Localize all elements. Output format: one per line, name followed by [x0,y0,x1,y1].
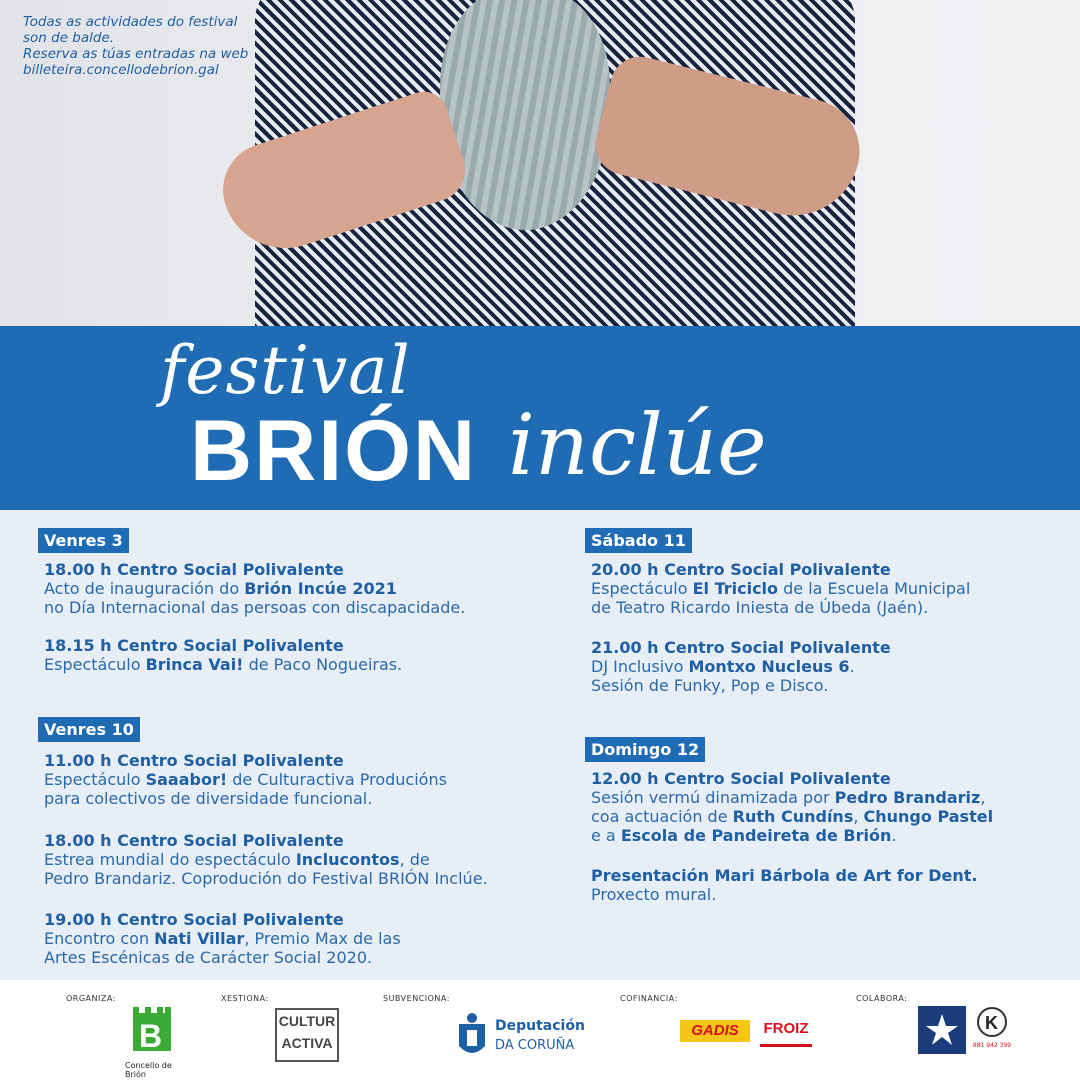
culturactiva-logo [275,1008,339,1062]
phone-number: 881 942 399 [972,1042,1012,1049]
culturactiva-word1: CULTUR [278,1013,336,1029]
event-line: Estrea mundial do espectáculo Inclucontos, de [44,850,430,869]
concello-brion-logo [125,1005,195,1079]
event-item [44,910,401,967]
k-badge-icon [976,1006,1008,1038]
intro-text [23,14,248,78]
coat-of-arms-icon [455,1012,489,1062]
castle-icon [125,1005,195,1055]
intro-web-link[interactable]: billeteira.concellodebrion.gal [23,62,219,78]
day-label-venres-10: Venres 10 [38,717,140,742]
event-heading: 18.00 h Centro Social Polivalente [44,560,344,579]
intro-line: Todas as actividades do festival [23,14,238,30]
concello-name: Concello de Brión [125,1061,172,1079]
event-item [591,638,891,695]
event-line: Encontro con Nati Villar, Premio Max de las [44,929,401,948]
event-line: Sesión de Funky, Pop e Disco. [591,676,829,695]
day-label-sabado-11: Sábado 11 [585,528,692,553]
star-icon [918,1006,966,1054]
event-item [591,866,977,904]
event-line: no Día Internacional das persoas con discapacidade. [44,598,466,617]
event-line: e a Escola de Pandeireta de Brión. [591,826,897,845]
event-item [44,560,465,617]
event-line: Acto de inauguración do Brión Incúe 2021 [44,579,397,598]
gadis-logo: GADIS [680,1020,750,1042]
day-label-domingo-12: Domingo 12 [585,737,705,762]
footer-label-xestiona: XESTIONA: [221,994,269,1003]
event-line: Proxecto mural. [591,885,717,904]
event-item [44,831,488,888]
intro-line: son de balde. [23,30,115,46]
event-heading: 18.15 h Centro Social Polivalente [44,636,344,655]
deputacion-word: Deputación [495,1018,585,1034]
coruna-word: DA CORUÑA [495,1038,575,1053]
title-festival: festival [160,332,411,409]
event-heading: Presentación Mari Bárbola de Art for Dent. [591,866,978,885]
event-line: Espectáculo Saaabor! de Culturactiva Producións [44,770,447,789]
k-association-logo [972,1006,1012,1054]
footer-label-organiza: ORGANIZA: [66,994,116,1003]
event-heading: 21.00 h Centro Social Polivalente [591,638,891,657]
event-heading: 19.00 h Centro Social Polivalente [44,910,344,929]
froiz-logo: FROIZ [760,1018,812,1047]
event-line: Espectáculo El Triciclo de la Escuela Municipal [591,579,971,598]
day-label-venres-3: Venres 3 [38,528,129,553]
event-item [591,769,993,845]
compostela-logo [918,1006,966,1054]
event-item [591,560,970,617]
event-line: Pedro Brandariz. Coprodución do Festival BRIÓN Inclúe. [44,869,488,888]
event-line: Sesión vermú dinamizada por Pedro Brandariz, [591,788,986,807]
event-item [44,751,447,808]
culturactiva-word2: ACTIVA [281,1035,333,1051]
event-heading: 18.00 h Centro Social Polivalente [44,831,344,850]
intro-line: Reserva as túas entradas na web [23,46,249,62]
footer-label-cofinancia: COFINANCIA: [620,994,678,1003]
deputacion-logo [455,1012,595,1064]
event-line: coa actuación de Ruth Cundíns, Chungo Pastel [591,807,994,826]
svg-text:K: K [985,1013,998,1033]
footer-label-colabora: COLABORA: [856,994,908,1003]
event-item [44,636,402,674]
event-heading: 20.00 h Centro Social Polivalente [591,560,891,579]
title-inclue: inclúe [508,396,767,494]
svg-text:B: B [139,1018,163,1054]
event-heading: 12.00 h Centro Social Polivalente [591,769,891,788]
event-line: Espectáculo Brinca Vai! de Paco Nogueiras. [44,655,403,674]
knit-scarf [440,0,610,230]
event-line: de Teatro Ricardo Iniesta de Úbeda (Jaén). [591,598,929,617]
event-line: DJ Inclusivo Montxo Nucleus 6. [591,657,855,676]
event-heading: 11.00 h Centro Social Polivalente [44,751,344,770]
event-line: para colectivos de diversidade funcional. [44,789,373,808]
footer-label-subvenciona: SUBVENCIONA: [383,994,450,1003]
event-line: Artes Escénicas de Carácter Social 2020. [44,948,373,967]
title-brion: BRIÓN [190,403,478,499]
